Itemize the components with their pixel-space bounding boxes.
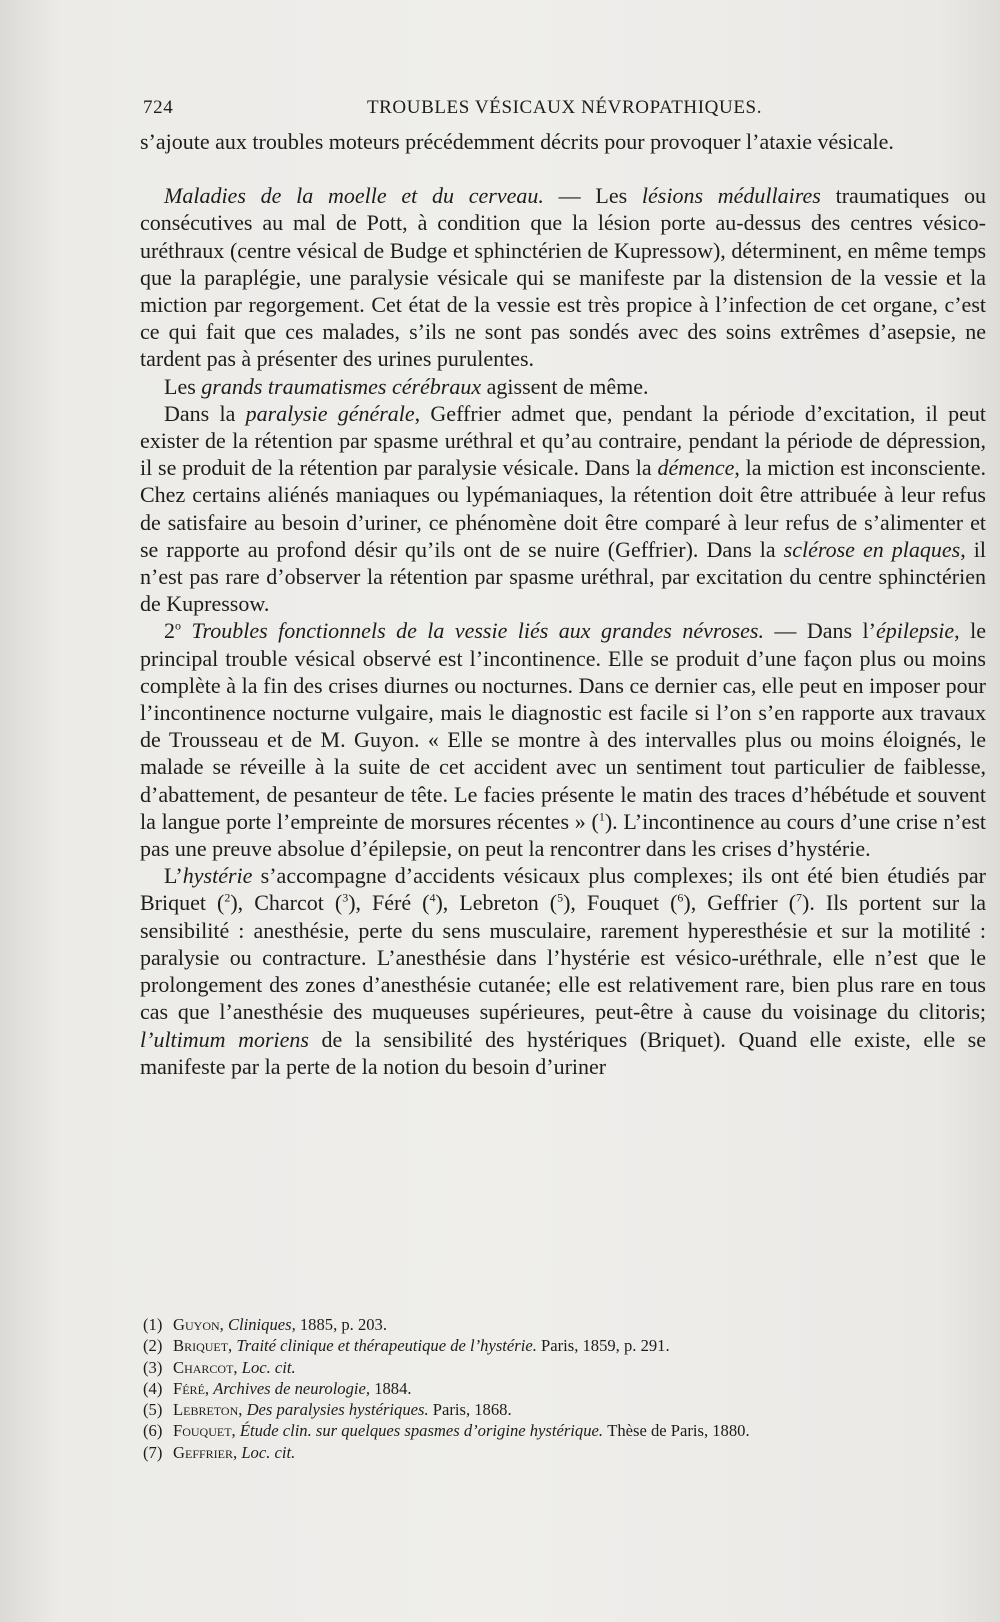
footnote: (5) Lebreton, Des paralysies hystériques. Paris, 1868. [143, 1400, 512, 1420]
page-number: 724 [143, 97, 174, 118]
footnote-ref: 5 [557, 891, 564, 906]
paragraph-traumatismes: Les grands traumatismes cérébraux agissent de même. [164, 373, 649, 399]
footnote-ref: 4 [429, 891, 436, 906]
paragraph-moelle-cerveau: Maladies de la moelle et du cerveau. — Les lésions médullaires traumatiques ou consécutives au mal de Pott, à condition que la lésion porte au-dessus des centres vésico-uréthraux (centre vésical de Budge et sphinctérien de Kupressow), déterminent, en même temps que la paraplégie, une paralysie vésicale qui se manifeste par la distension de la vessie et la miction par regorgement. Cet état de la vessie est très propice à l’infection de cet organe, c’est ce qui fait que ces malades, s’ils ne sont pas sondés avec des soins extrêmes d’asepsie, ne tardent pas à présenter des urines purulentes. [140, 183, 986, 372]
footnote: (3) Charcot, Loc. cit. [143, 1357, 296, 1377]
footnote: (4) Féré, Archives de neurologie, 1884. [143, 1378, 412, 1398]
footnotes [143, 1314, 986, 1463]
footnote: (2) Briquet, Traité clinique et thérapeutique de l’hystérie. Paris, 1859, p. 291. [143, 1336, 670, 1356]
footnote-ref: 2 [224, 891, 231, 906]
paragraph-ataxie: s’ajoute aux troubles moteurs précédemment décrits pour provoquer l’ataxie vésicale. [140, 129, 894, 154]
running-header [143, 97, 986, 127]
running-title: TROUBLES VÉSICAUX NÉVROPATHIQUES. [366, 97, 763, 118]
footnote-ref: 1 [598, 809, 605, 824]
footnote-ref: 3 [342, 891, 349, 906]
section-title-moelle: Maladies de la moelle et du cerveau. [164, 183, 544, 209]
paragraph-grandes-nevroses: 2$^o$ Troubles fonctionnels de la vessie liés aux grandes névroses. — Dans l’épilepsie, le principal trouble vésical observé est l’incontinence. Elle se produit d’une façon plus ou moins complète à la fin des crises diurnes ou nocturnes. Dans ce dernier cas, elle peut en imposer pour l’incontinence nocturne vulgaire, mais le diagnostic est facile si l’on s’en rapporte aux travaux de Trousseau et de M. Guyon. « Elle se montre à des intervalles plus ou moins éloignés, le malade se réveille à la suite de cet accident avec un sentiment tout particulier de faiblesse, d’abattement, de pesanteur de tête. Le facies présente le matin des traces d’hébétude et souvent la langue porte l’empreinte de morsures récentes » ($^1$). L’incontinence au cours d’une crise n’est pas une preuve absolue d’épilepsie, on peut la rencontrer dans les crises d’hystérie. [140, 618, 986, 862]
footnote: (6) Fouquet, Étude clin. sur quelques spasmes d’origine hystérique. Thèse de Paris, 1880. [143, 1421, 750, 1441]
footnote: (7) Geffrier, Loc. cit. [143, 1442, 296, 1462]
paragraph-hysterie: L’hystérie s’accompagne d’accidents vésicaux plus complexes; ils ont été bien étudiés par Briquet ($^2$), Charcot ($^3$), Féré ($^4$), Lebreton ($^5$), Fouquet ($^6$), Geffrier ($^7$). Ils portent sur la sensibilité : anesthésie, perte du sens musculaire, rarement hyperesthésie et sur la motilité : paralysie ou contracture. L’anesthésie dans l’hystérie est vésico-uréthrale, elle n’est que le prolongement des zones d’anesthésie cutanée; elle est relativement rare, bien plus rare en tous cas que l’anesthésie des muqueuses supérieures, peut-être à cause du voisinage du clitoris; l’ultimum moriens de la sensibilité des hystériques (Briquet). Quand elle existe, elle se manifeste par la perte de la notion du besoin d’uriner [140, 863, 987, 1079]
section-title-nevroses: Troubles fonctionnels de la vessie liés aux grandes névroses. [181, 618, 764, 644]
paragraph-paralysie-generale: Dans la paralysie générale, Geffrier admet que, pendant la période d’excitation, il peut exister de la rétention par spasme uréthral et qu’au contraire, pendant la période de dépression, il se produit de la rétention par paralysie vésicale. Dans la démence, la miction est inconsciente. Chez certains aliénés maniaques ou lypémaniaques, la rétention doit être attribuée à leur refus de satisfaire au besoin d’uriner, ce phénomène doit être comparé à leur refus de s’alimenter et se rapporte au profond désir qu’ils ont de se nuire (Geffrier). Dans la sclérose en plaques, il n’est pas rare d’observer la rétention par spasme uréthral, par excitation du centre sphinctérien de Kupressow. [140, 400, 986, 617]
footnote-ref: 7 [796, 891, 803, 906]
footnote-ref: 6 [677, 891, 684, 906]
footnote: (1) Guyon, Cliniques, 1885, p. 203. [143, 1315, 387, 1334]
page-body [140, 128, 986, 1080]
